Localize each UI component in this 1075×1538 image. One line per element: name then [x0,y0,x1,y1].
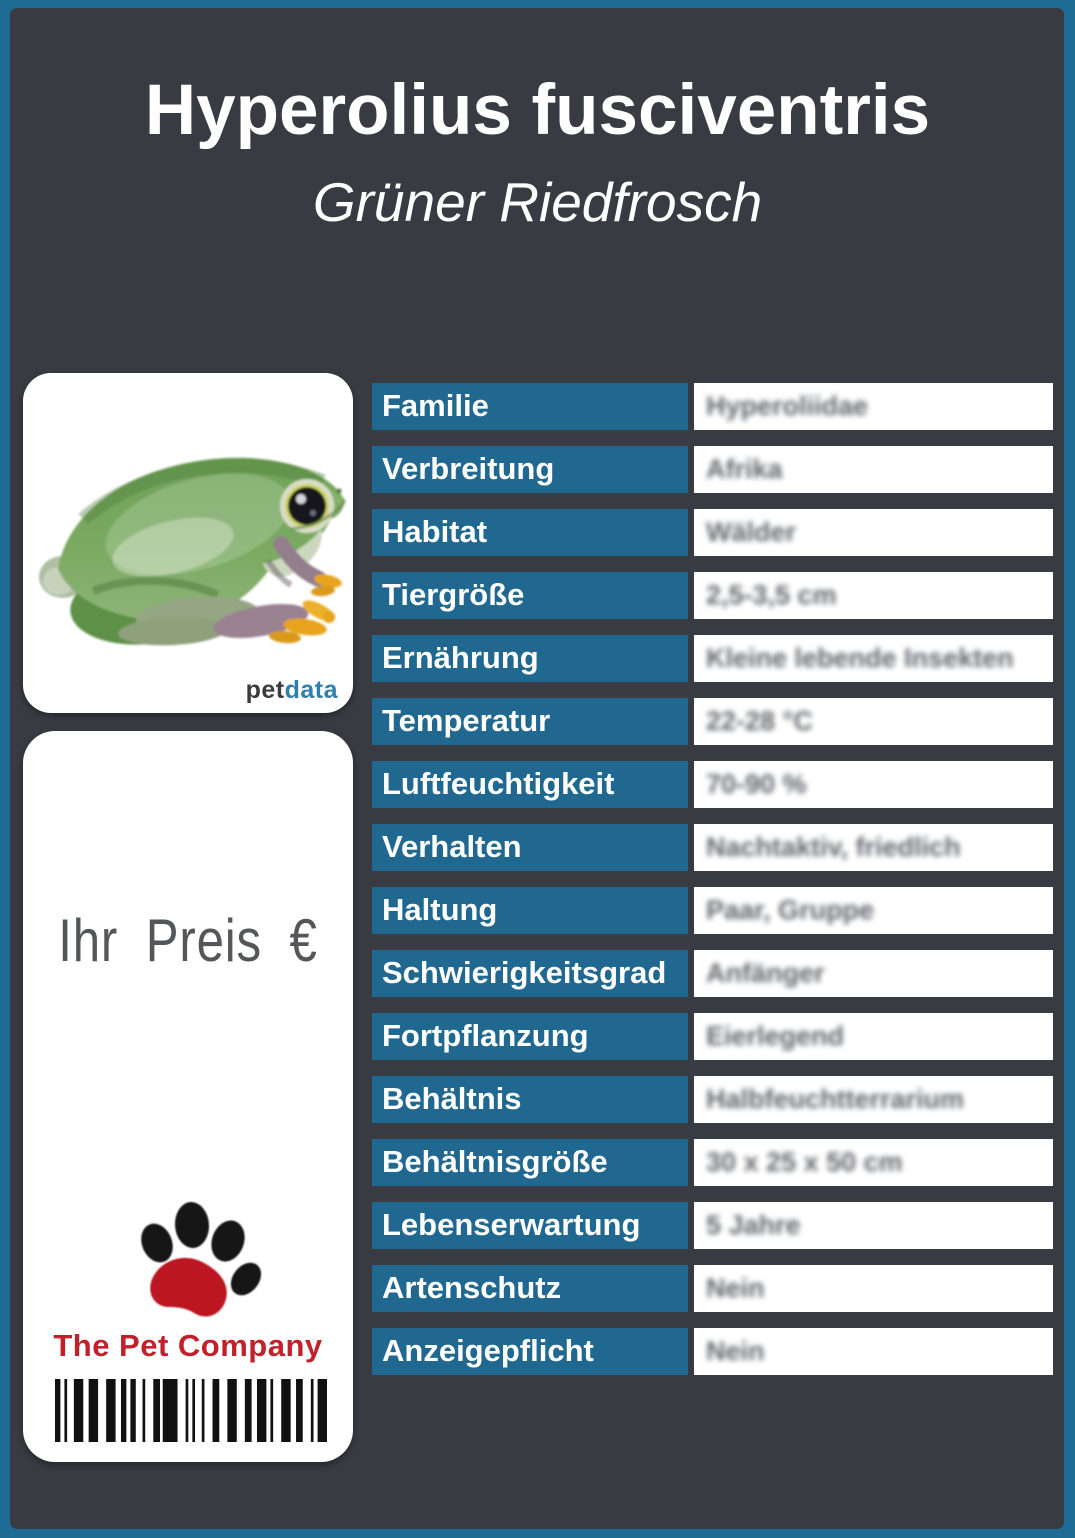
attribute-value-cell [694,824,1053,871]
attribute-value: Afrika [706,454,783,484]
table-row [372,509,1053,556]
company-name: The Pet Company [53,1328,323,1363]
attribute-value: Kleine lebende Insekten [706,643,1014,673]
attribute-value-cell [694,950,1053,997]
attribute-value-cell [694,383,1053,430]
petdata-logo-data: data [284,676,338,704]
table-row [372,1076,1053,1123]
table-row [372,1013,1053,1060]
table-row [372,383,1053,430]
table-row [372,698,1053,745]
attribute-value-cell [694,1139,1053,1186]
price-card [23,731,353,1462]
attribute-value: 22-28 °C [706,706,813,736]
attribute-value: Paar, Gruppe [706,895,875,925]
petdata-logo-pet: pet [245,676,285,704]
attribute-value: 30 x 25 x 50 cm [706,1147,903,1177]
table-row [372,446,1053,493]
attribute-label: Anzeigepflicht [372,1328,688,1375]
barcode [55,1379,327,1442]
attribute-value-cell [694,572,1053,619]
attribute-value-cell [694,446,1053,493]
table-row [372,761,1053,808]
attribute-label: Verbreitung [372,446,688,493]
attribute-value-cell [694,509,1053,556]
attribute-value: 70-90 % [706,769,807,799]
table-row [372,887,1053,934]
attribute-label: Tiergröße [372,572,688,619]
attribute-value-cell [694,1328,1053,1375]
table-row [372,1139,1053,1186]
attribute-label: Behältnis [372,1076,688,1123]
attribute-label: Artenschutz [372,1265,688,1312]
attribute-label: Haltung [372,887,688,934]
table-row [372,824,1053,871]
attribute-label: Ernährung [372,635,688,682]
attribute-value: 2,5-3,5 cm [706,580,837,610]
table-row [372,950,1053,997]
table-row [372,572,1053,619]
table-row [372,1202,1053,1249]
petdata-logo [246,676,338,705]
attribute-value: Nein [706,1336,765,1366]
attribute-value-cell [694,1076,1053,1123]
attribute-value-cell [694,1013,1053,1060]
table-row [372,635,1053,682]
attribute-value-cell [694,761,1053,808]
species-common-title: Grüner Riedfrosch [312,171,763,233]
attribute-label: Temperatur [372,698,688,745]
animal-photo-card [23,373,353,713]
price-label: Ihr Preis € [58,907,318,974]
attribute-label: Behältnisgröße [372,1139,688,1186]
attribute-label: Luftfeuchtigkeit [372,761,688,808]
attribute-label: Schwierigkeitsgrad [372,950,688,997]
attribute-value-cell [694,1202,1053,1249]
attribute-value: Nachtaktiv, friedlich [706,832,961,862]
attribute-label: Verhalten [372,824,688,871]
attribute-value: Halbfeuchtterrarium [706,1084,965,1114]
attribute-value: Wälder [706,517,797,547]
attribute-value-cell [694,635,1053,682]
attribute-value-cell [694,1265,1053,1312]
attribute-value: Eierlegend [706,1021,845,1051]
table-row [372,1265,1053,1312]
attribute-value-cell [694,887,1053,934]
attribute-label: Lebenserwartung [372,1202,688,1249]
paw-icon [130,1199,262,1339]
attribute-value-cell [694,698,1053,745]
attribute-value: Anfänger [706,958,825,988]
attribute-label: Familie [372,383,688,430]
attribute-value: Nein [706,1273,765,1303]
attribute-value: 5 Jahre [706,1210,801,1240]
attribute-label: Habitat [372,509,688,556]
spec-table [372,383,1053,1391]
species-latin-title: Hyperolius fusciventris [144,71,931,150]
table-row [372,1328,1053,1375]
attribute-label: Fortpflanzung [372,1013,688,1060]
frog-photo [23,373,353,713]
attribute-value: Hyperoliidae [706,391,869,421]
